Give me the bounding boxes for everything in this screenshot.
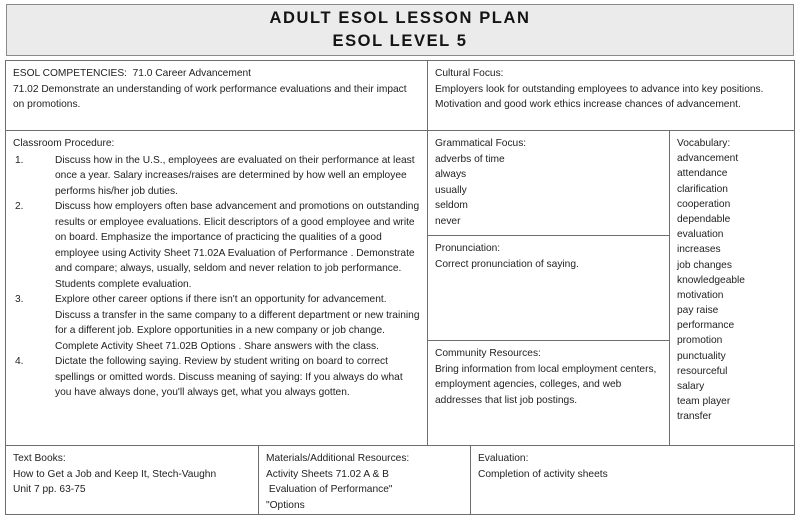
procedure-step [13,153,420,200]
grammatical-focus-item: usually [435,184,467,196]
text-books-cell [6,446,259,514]
procedure-step-number: 4. [15,356,24,367]
cultural-focus-label: Cultural Focus: [435,68,504,79]
page-title: ADULT ESOL LESSON PLAN [269,8,531,27]
vocabulary-item: job changes [677,259,732,271]
vocabulary-item: attendance [677,168,728,180]
classroom-procedure-label: Classroom Procedure: [13,138,115,149]
vocabulary-item: team player [677,396,731,408]
text-books-line: How to Get a Job and Keep It, Stech-Vaughn [13,468,217,480]
evaluation-cell [471,446,794,514]
vocabulary-item: transfer [677,411,712,423]
evaluation-body: Completion of activity sheets [478,468,608,480]
procedure-step-text: Discuss how in the U.S., employees are evaluated on their performance at least once a year. Salary increases/raises are determined by how well an employee performs his/her job duties. [55,154,415,197]
materials-resources-line: Evaluation of Performance" [266,484,393,495]
document-title-band [6,4,794,56]
vocabulary-item: promotion [677,335,723,347]
pronunciation-body: Correct pronunciation of saying. [435,258,579,270]
grammatical-focus-item: never [435,215,461,227]
procedure-step-number: 1. [15,154,24,166]
procedure-step-text: Dictate the following saying. Review by student writing on board to correct spellings or omitted words. Discuss meaning of saying: If you always do what you have always done, you'll always get, what you always gotten. [55,356,403,398]
vocabulary-item: advancement [677,153,739,165]
procedure-step [13,199,420,292]
procedure-step-text: Explore other career options if there isn't an opportunity for advancement. Discuss a transfer in the same company to a different department or new training for a different job. Explore opportunities in a new company or job change. Complete Activity Sheet 71.02B Options . Share answers with the class. [55,294,420,352]
vocabulary-item: dependable [677,213,731,225]
materials-resources-line: "Options [266,499,305,511]
grammatical-focus-item: seldom [435,200,468,211]
text-books-line: Unit 7 pp. 63-75 [13,484,86,495]
page-subtitle: ESOL LEVEL 5 [332,32,468,50]
vocabulary-item: resourceful [677,365,728,377]
vocabulary-item: performance [677,320,735,332]
esol-competencies-heading: ESOL COMPETENCIES: 71.0 Career Advancement [13,68,251,79]
materials-resources-label: Materials/Additional Resources: [266,453,410,464]
grammatical-focus-label: Grammatical Focus: [435,138,527,149]
pronunciation-cell [428,236,670,341]
pronunciation-label: Pronunciation: [435,243,501,254]
vocabulary-label: Vocabulary: [677,138,731,149]
materials-resources-cell [259,446,471,514]
procedure-step-number: 2. [15,201,24,212]
classroom-procedure-cell [6,131,428,446]
text-books-label: Text Books: [13,453,66,464]
cultural-focus-cell [428,61,794,131]
procedure-step-text: Discuss how employers often base advancement and promotions on outstanding results or employee evaluations. Elicit descriptors of a good employee and write on board. Emphasize the importance of practicing the qualities of a good employee using Activity Sheet 71.02A Evaluation of Performance . Demonstrate and compare; always, usually, seldom and never relation to job performance. Students complete evaluation. [55,201,420,290]
materials-resources-line: Activity Sheets 71.02 A & B [266,468,389,480]
vocabulary-cell [670,131,794,446]
grammatical-focus-cell [428,131,670,236]
procedure-step-number: 3. [15,294,24,305]
vocabulary-item: cooperation [677,198,731,210]
vocabulary-item: evaluation [677,229,724,241]
grammatical-focus-item: always [435,169,467,180]
esol-competencies-body: 71.02 Demonstrate an understanding of work performance evaluations and their impact on promotions. [13,83,410,110]
vocabulary-item: punctuality [677,350,726,362]
vocabulary-item: knowledgeable [677,274,745,286]
procedure-step [13,292,420,354]
vocabulary-item: motivation [677,289,724,301]
community-resources-body: Bring information from local employment centers, employment agencies, colleges, and web addresses that list job postings. [435,363,660,406]
procedure-step [13,354,420,401]
community-resources-cell [428,341,670,446]
evaluation-label: Evaluation: [478,453,529,464]
esol-competencies-cell [6,61,428,131]
community-resources-label: Community Resources: [435,348,541,359]
vocabulary-item: clarification [677,183,728,195]
vocabulary-item: salary [677,381,705,392]
lesson-plan-table [5,60,795,515]
grammatical-focus-item: adverbs of time [435,153,505,165]
vocabulary-item: increases [677,244,721,256]
vocabulary-item: pay raise [677,305,719,317]
cultural-focus-body: Employers look for outstanding employees to advance into key positions. Motivation and good work ethics increase chances of advancement. [435,83,770,110]
